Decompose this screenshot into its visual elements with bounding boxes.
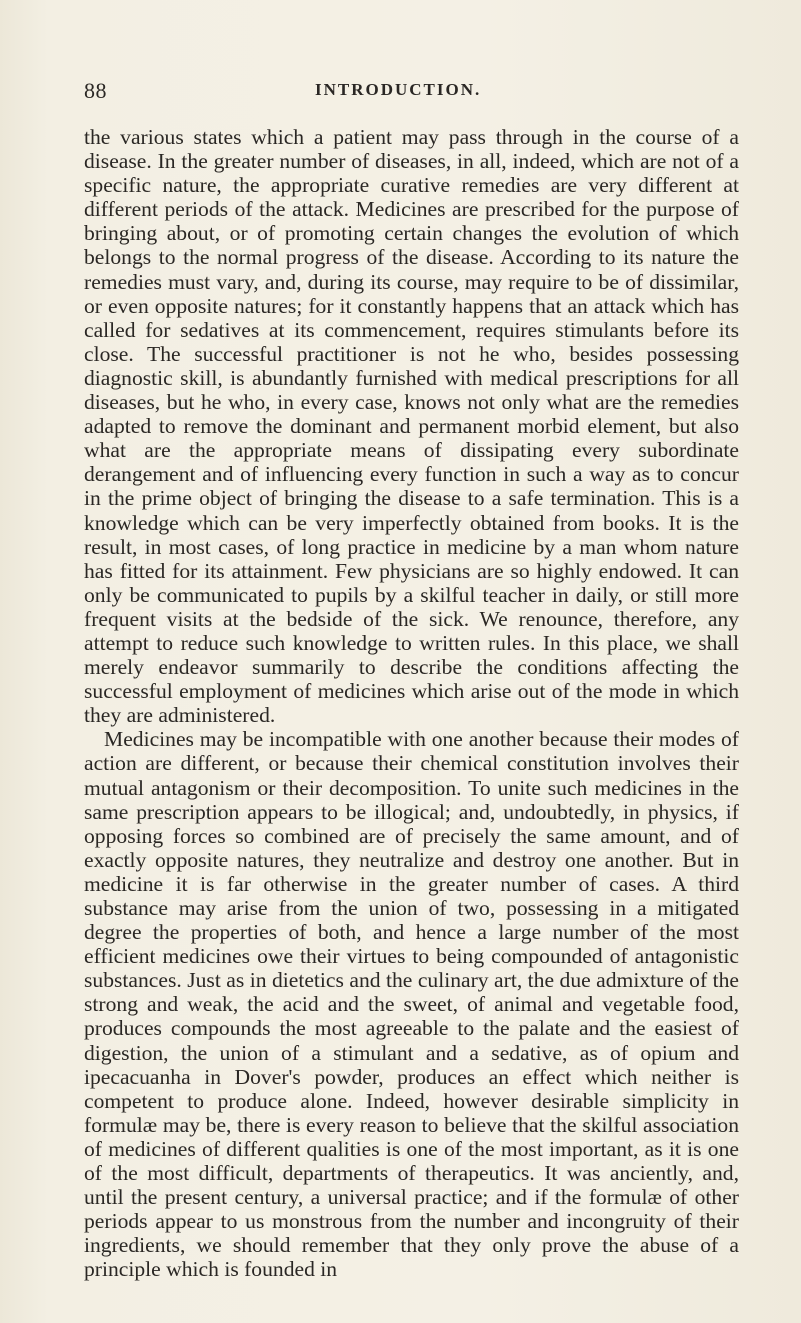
section-title: INTRODUCTION. [315, 80, 482, 99]
page-number: 88 [84, 78, 107, 103]
paragraph-incompatible-medicines: Medicines may be incompatible with one another because their modes of action are different, or because their chemical constitution involves their mutual antagonism or their decomposition. To unite such medicines in the same prescription appears to be illogical; and, undoubtedly, in physics, if opposing forces so combined are of precisely the same amount, and of exactly opposite natures, they neutralize and destroy one another. But in medicine it is far otherwise in the greater number of cases. A third substance may arise from the union of two, possessing in a mitigated degree the properties of both, and hence a large number of the most efficient medicines owe their virtues to being compounded of antagonistic substances. Just as in dietetics and the culinary art, the due admixture of the strong and weak, the acid and the sweet, of animal and vegetable food, produces compounds the most agreeable to the palate and the easiest of digestion, the union of a stimulant and a sedative, as of opium and ipecacuanha in Dover's powder, produces an effect which neither is competent to produce alone. Indeed, however desirable simplicity in formulæ may be, there is every reason to believe that the skilful association of medicines of different qualities is one of the most important, as it is one of the most difficult, departments of therapeutics. It was anciently, and, until the present century, a universal practice; and if the formulæ of other periods appear to us monstrous from the number and incongruity of their ingredients, we should remember that they only prove the abuse of a principle which is founded in [84, 727, 739, 1282]
body-text [84, 125, 739, 1282]
running-head [84, 78, 739, 102]
paragraph-continuation: the various states which a patient may pass through in the course of a disease. In the greater number of diseases, in all, indeed, which are not of a specific nature, the appropriate curative remedies are very different at different periods of the attack. Medicines are prescribed for the purpose of bringing about, or of promoting certain changes the evolution of which belongs to the normal progress of the disease. According to its nature the remedies must vary, and, during its course, may require to be of dissimilar, or even opposite natures; for it constantly happens that an attack which has called for sedatives at its commencement, requires stimulants before its close. The successful practitioner is not he who, besides possessing diagnostic skill, is abundantly furnished with medical prescriptions for all diseases, but he who, in every case, knows not only what are the remedies adapted to remove the dominant and permanent morbid element, but also what are the appropriate means of dissipating every subordinate derangement and of influencing every function in such a way as to concur in the prime object of bringing the disease to a safe termination. This is a knowledge which can be very imperfectly obtained from books. It is the result, in most cases, of long practice in medicine by a man whom nature has fitted for its attainment. Few physicians are so highly endowed. It can only be communicated to pupils by a skilful teacher in daily, or still more frequent visits at the bedside of the sick. We renounce, therefore, any attempt to reduce such knowledge to written rules. In this place, we shall merely endeavor summarily to describe the conditions affecting the successful employment of medicines which arise out of the mode in which they are administered. [84, 125, 739, 728]
